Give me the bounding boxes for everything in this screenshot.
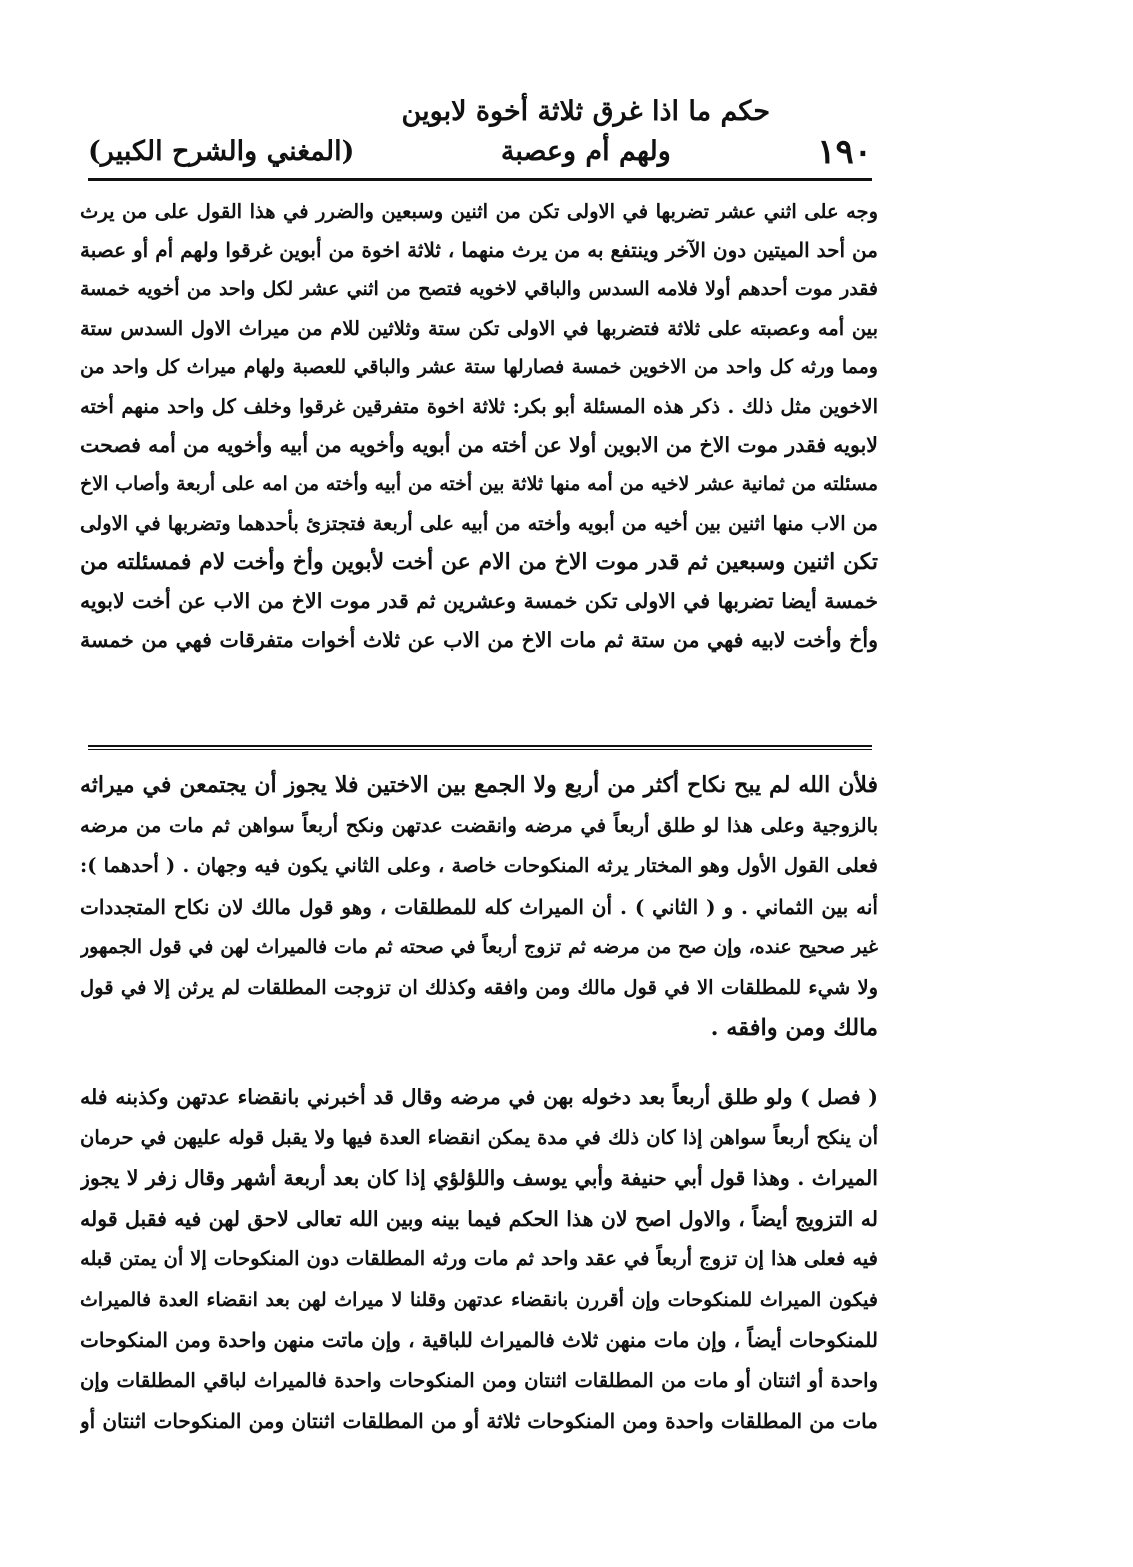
section-divider <box>88 745 872 750</box>
text-line: الاخوين مثل ذلك . ذكر هذه المسئلة أبو بكر: ثلاثة اخوة متفرقين غرقوا وخلف كل واحد منهم أخته <box>80 395 878 418</box>
text-line: أن ينكح أربعاً سواهن إذا كان ذلك في مدة يمكن انقضاء العدة فيها ولا يقبل قوله عليهن في حرمان <box>80 1125 878 1149</box>
text-line: فيه فعلى هذا إن تزوج أربعاً في عقد واحد ثم مات ورثه المطلقات دون المنكوحات إلا أن يمتن قبله <box>80 1247 878 1270</box>
fasl-section <box>80 1077 878 1442</box>
running-title: حكم ما اذا غرق ثلاثة أخوة لابوين ولهم أم وعصبة <box>401 96 771 167</box>
text-line: فقدر موت أحدهم أولا فلامه السدس والباقي لاخويه فتصح من اثني عشر لكل واحد من أخويه خمسة <box>80 278 878 300</box>
text-line: مات من المطلقات واحدة ومن المنكوحات ثلاثة أو من المطلقات اثنتان ومن المنكوحات اثنتان أو <box>80 1409 878 1433</box>
text-line: فعلى القول الأول وهو المختار يرثه المنكوحات خاصة ، وعلى الثاني يكون فيه وجهان . ( أحدهما ): <box>80 854 878 877</box>
page-number: ١٩٠ <box>817 132 872 172</box>
text-line: بالزوجية وعلى هذا لو طلق أربعاً في مرضه وانقضت عدتهن ونكح أربعاً سواهن ثم مات من مرضه <box>80 813 878 837</box>
header-rule <box>88 178 872 181</box>
commentary-text <box>80 765 878 1049</box>
text-line: ولا شيء للمطلقات الا في قول مالك ومن وافقه وكذلك ان تزوجت المطلقات لم يرثن إلا في قول <box>80 975 878 999</box>
text-line: فيكون الميراث للمنكوحات وإن أقررن بانقضاء عدتهن وقلنا لا ميراث لهن بعد انقضاء العدة فالميراث <box>80 1288 878 1311</box>
text-line: له التزويج أيضاً ، والاول اصح لان هذا الحكم فيما بينه وبين الله تعالى لاحق لهن فيه فقبل قوله <box>80 1206 878 1231</box>
text-line: وأخ وأخت لابيه فهي من ستة ثم مات الاخ من الاب عن ثلاث أخوات متفرقات فهي من خمسة <box>80 628 878 652</box>
text-line: ومما ورثه كل واحد من الاخوين خمسة فصارلها ستة عشر والباقي للعصبة ولهام ميراث كل واحد من <box>80 356 878 378</box>
text-line: فلأن الله لم يبح نكاح أكثر من أربع ولا الجمع بين الاختين فلا يجوز أن يجتمعن في ميراثه <box>80 772 878 798</box>
text-line: وجه على اثني عشر تضربها في الاولى تكن من اثنين وسبعين والضرر في هذا القول على من يرث <box>80 200 878 223</box>
text-line: أنه بين الثماني . و ( الثاني ) . أن الميراث كله للمطلقات ، وهو قول مالك لان نكاح المتجددات <box>80 894 878 919</box>
text-line: واحدة أو اثنتان أو مات من المطلقات اثنتان ومن المنكوحات واحدة فالميراث لباقي المطلقات وإن <box>80 1368 878 1392</box>
text-line: بين أمه وعصبته على ثلاثة فتضربها في الاولى تكن ستة وثلاثين للام من ميراث الاول السدس ستة <box>80 317 878 340</box>
page-header <box>88 96 872 172</box>
text-line: الميراث . وهذا قول أبي حنيفة وأبي يوسف واللؤلؤي إذا كان بعد أربعة أشهر وقال زفر لا يجوز <box>80 1166 878 1190</box>
text-line: لابويه فقدر موت الاخ من الابوين أولا عن أخته من أبويه وأخويه من أبيه وأخويه من أمه فصحت <box>80 433 878 457</box>
text-line: مالك ومن وافقه . <box>710 1015 878 1041</box>
text-line: ( فصل ) ولو طلق أربعاً بعد دخوله بهن في مرضه وقال قد أخبرني بانقضاء عدتهن وكذبنه فله <box>80 1085 878 1109</box>
text-line: خمسة أيضا تضربها في الاولى تكن خمسة وعشرين ثم قدر موت الاخ من الاب عن أخت لابويه <box>80 589 878 613</box>
main-text <box>80 192 878 660</box>
text-line: من أحد الميتين دون الآخر وينتفع به من يرث منهما ، ثلاثة اخوة من أبوين غرقوا ولهم أم أو عصبة <box>80 238 878 262</box>
text-line: مسئلته من ثمانية عشر لاخيه من أمه منها ثلاثة بين أخته من أبيه وأخته من امه على أربعة وأصاب الاخ <box>80 473 878 495</box>
text-line: تكن اثنين وسبعين ثم قدر موت الاخ من الام عن أخت لأبوين وأخ وأخت لام فمسئلته من <box>80 549 878 575</box>
text-line: من الاب منها اثنين بين أخيه من أبويه وأخته من أبيه على أربعة فتجتزئ بأحدهما وتضربها في الاولى <box>80 512 878 535</box>
book-title: (المغني والشرح الكبير) <box>88 136 355 167</box>
text-line: للمنكوحات أيضاً ، وإن مات منهن ثلاث فالميراث للباقية ، وإن ماتت منهن واحدة ومن المنكوحات <box>80 1328 878 1352</box>
text-line: غير صحيح عنده، وإن صح من مرضه ثم تزوج أربعاً في صحته ثم مات فالميراث لهن في قول الجمهور <box>80 936 878 958</box>
